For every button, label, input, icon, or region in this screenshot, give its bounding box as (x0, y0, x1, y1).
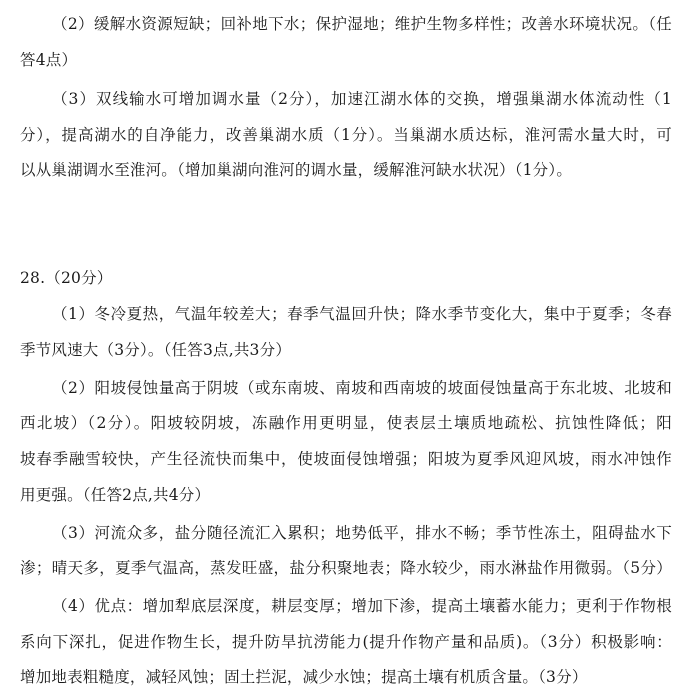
question-heading: 28.（20分） (20, 269, 113, 287)
answer-line: 分），提高湖水的自净能力，改善巢湖水质（1分）。当巢湖水质达标，淮河需水量大时，可 (20, 126, 672, 144)
answer-line: （2）阳坡侵蚀量高于阴坡（或东南坡、南坡和西南坡的坡面侵蚀量高于东北坡、北坡和 (52, 379, 672, 397)
answer-line: （1）冬冷夏热，气温年较差大；春季气温回升快；降水季节变化大，集中于夏季；冬春 (52, 305, 672, 323)
answer-line: 渗；晴天多，夏季气温高，蒸发旺盛，盐分积聚地表；降水较少，雨水淋盐作用微弱。（5分） (20, 559, 672, 577)
answer-line: 增加地表粗糙度，减轻风蚀；固土拦泥，减少水蚀；提高土壤有机质含量。（3分） (20, 668, 588, 686)
answer-line: 答4点） (20, 51, 78, 69)
answer-line: 用更强。（任答2点,共4分） (20, 486, 211, 504)
answer-line: （3）河流众多，盐分随径流汇入累积；地势低平，排水不畅；季节性冻土，阻碍盐水下 (52, 524, 672, 542)
answer-line: （3）双线输水可增加调水量（2分），加速江湖水体的交换，增强巢湖水体流动性（1 (52, 90, 672, 108)
answer-line: （2）缓解水资源短缺；回补地下水；保护湿地；维护生物多样性；改善水环境状况。（任 (52, 15, 672, 33)
answer-line: 西北坡）（2分）。阳坡较阴坡，冻融作用更明显，使表层土壤质地疏松、抗蚀性降低；阳 (20, 414, 672, 432)
answer-line: 坡春季融雪较快，产生径流快而集中，使坡面侵蚀增强；阳坡为夏季风迎风坡，雨水冲蚀作 (20, 450, 672, 468)
answer-line: （4）优点：增加犁底层深度，耕层变厚；增加下渗，提高土壤蓄水能力；更利于作物根 (52, 597, 672, 615)
answer-line: 季节风速大（3分）。（任答3点,共3分） (20, 341, 292, 359)
answer-line: 以从巢湖调水至淮河。（增加巢湖向淮河的调水量，缓解淮河缺水状况）（1分）。 (20, 161, 573, 179)
answer-line: 系向下深扎，促进作物生长，提升防旱抗涝能力(提升作物产量和品质)。（3分）积极影响： (20, 633, 672, 651)
